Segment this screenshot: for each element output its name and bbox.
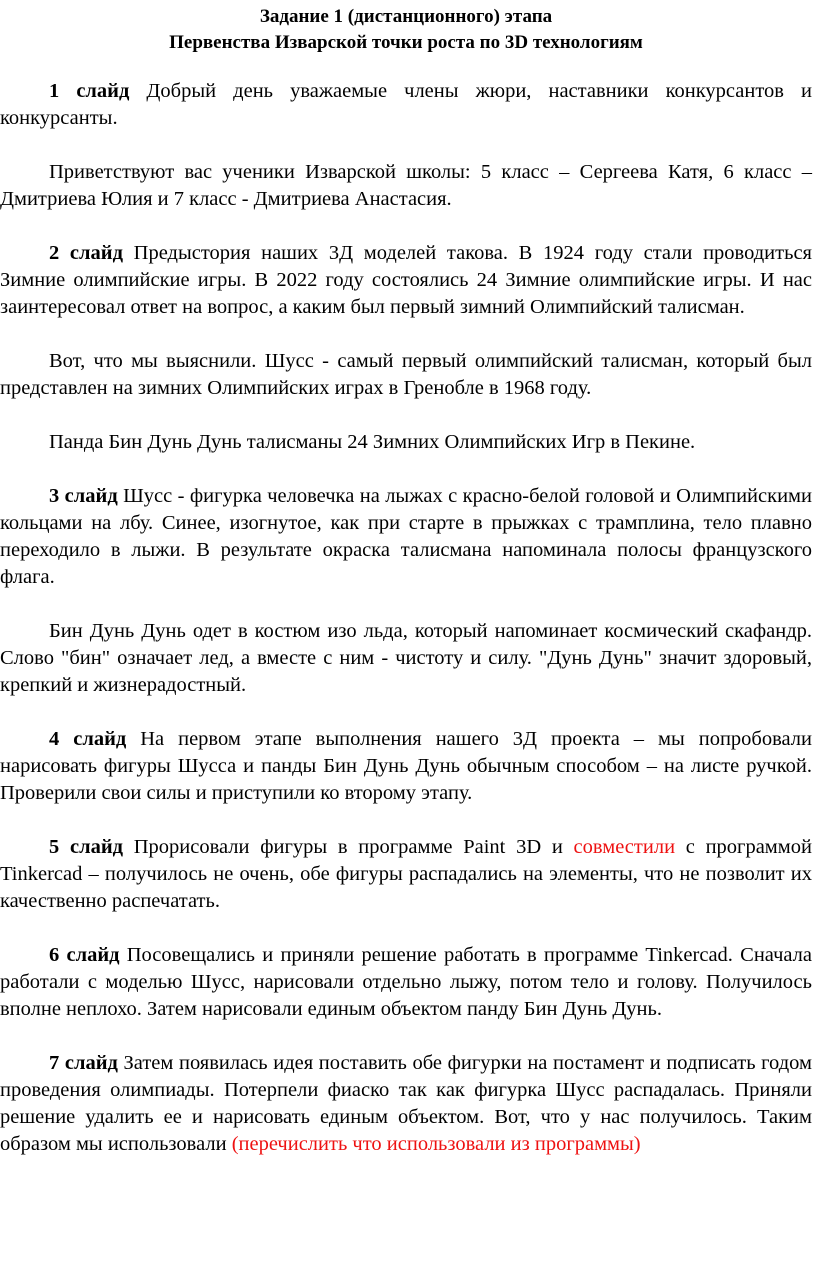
highlighted-text: совместили xyxy=(573,836,676,858)
paragraph-text: Затем появилась идея поставить обе фигурки на постамент и подписать годом проведения олимпиады. Потерпели фиаско так как фигурка Шусс распадалась. Приняли решение удалить ее и нарисовать единым объектом. Вот, что у нас получилось. Таким образом мы использовали xyxy=(0,1052,812,1155)
slide-label: 2 слайд xyxy=(49,242,123,264)
paragraph-text: Бин Дунь Дунь одет в костюм изо льда, который напоминает космический скафандр. Слово "бин" означает лед, а вместе с ним - чистоту и силу. "Дунь Дунь" значит здоровый, крепкий и жизнерадостный. xyxy=(0,620,812,696)
paragraph-text: Предыстория наших 3Д моделей такова. В 1924 году стали проводиться Зимние олимпийские игры. В 2022 году состоялись 24 Зимние олимпийские игры. И нас заинтересовал ответ на вопрос, а каким был первый зимний Олимпийский талисман. xyxy=(0,242,812,318)
paragraph-text: На первом этапе выполнения нашего 3Д проекта – мы попробовали нарисовать фигуры Шусса и панды Бин Дунь Дунь обычным способом – на листе ручкой. Проверили свои силы и приступили ко второму этапу. xyxy=(0,728,812,804)
paragraph-slide-3 xyxy=(0,483,812,591)
paragraph-slide-7 xyxy=(0,1050,812,1158)
paragraph-text: Посовещались и приняли решение работать в программе Tinkercad. Сначала работали с моделью Шусс, нарисовали отдельно лыжу, потом тело и голову. Получилось вполне неплохо. Затем нарисовали единым объектом панду Бин Дунь Дунь. xyxy=(0,944,812,1020)
paragraph-text: Панда Бин Дунь Дунь талисманы 24 Зимних Олимпийских Игр в Пекине. xyxy=(49,431,696,453)
paragraph-slide-4 xyxy=(0,726,812,807)
paragraph-bing-dun-dun xyxy=(0,618,812,699)
paragraph-slide-5 xyxy=(0,834,812,915)
slide-label: 7 слайд xyxy=(49,1052,118,1074)
slide-label: 4 слайд xyxy=(49,728,127,750)
slide-label: 5 слайд xyxy=(49,836,123,858)
paragraph-text: Приветствуют вас ученики Изварской школы: 5 класс – Сергеева Катя, 6 класс – Дмитриева Юлия и 7 класс - Дмитриева Анастасия. xyxy=(0,161,812,210)
paragraph-text-after: с программой Tinkercad – получилось не очень, обе фигуры распадались на элементы, что не позволит их качественно распечатать. xyxy=(0,836,812,912)
paragraph-slide-6 xyxy=(0,942,812,1023)
slide-label: 6 слайд xyxy=(49,944,120,966)
paragraph-greeting xyxy=(0,159,812,213)
slide-label: 1 слайд xyxy=(49,80,130,102)
highlighted-text: (перечислить что использовали из программы) xyxy=(231,1133,641,1155)
paragraph-slide-1 xyxy=(0,78,812,132)
paragraph-findings xyxy=(0,348,812,402)
slide-label: 3 слайд xyxy=(49,485,118,507)
paragraph-text: Прорисовали фигуры в программе Paint 3D и xyxy=(123,836,574,858)
title-block xyxy=(0,4,812,56)
title-line-2: Первенства Изварской точки роста по 3D технологиям xyxy=(169,32,643,53)
paragraph-text: Вот, что мы выяснили. Шусс - самый первый олимпийский талисман, который был представлен на зимних Олимпийских играх в Гренобле в 1968 году. xyxy=(0,350,812,399)
paragraph-text: Шусс - фигурка человечка на лыжах с красно-белой головой и Олимпийскими кольцами на лбу. Синее, изогнутое, как при старте в прыжках с трамплина, тело плавно переходило в лыжи. В результате окраска талисмана напоминала полосы французского флага. xyxy=(0,485,812,588)
paragraph-panda xyxy=(0,429,812,456)
paragraph-text: Добрый день уважаемые члены жюри, наставники конкурсантов и конкурсанты. xyxy=(0,80,812,129)
paragraph-slide-2 xyxy=(0,240,812,321)
title-line-1: Задание 1 (дистанционного) этапа xyxy=(259,6,553,27)
